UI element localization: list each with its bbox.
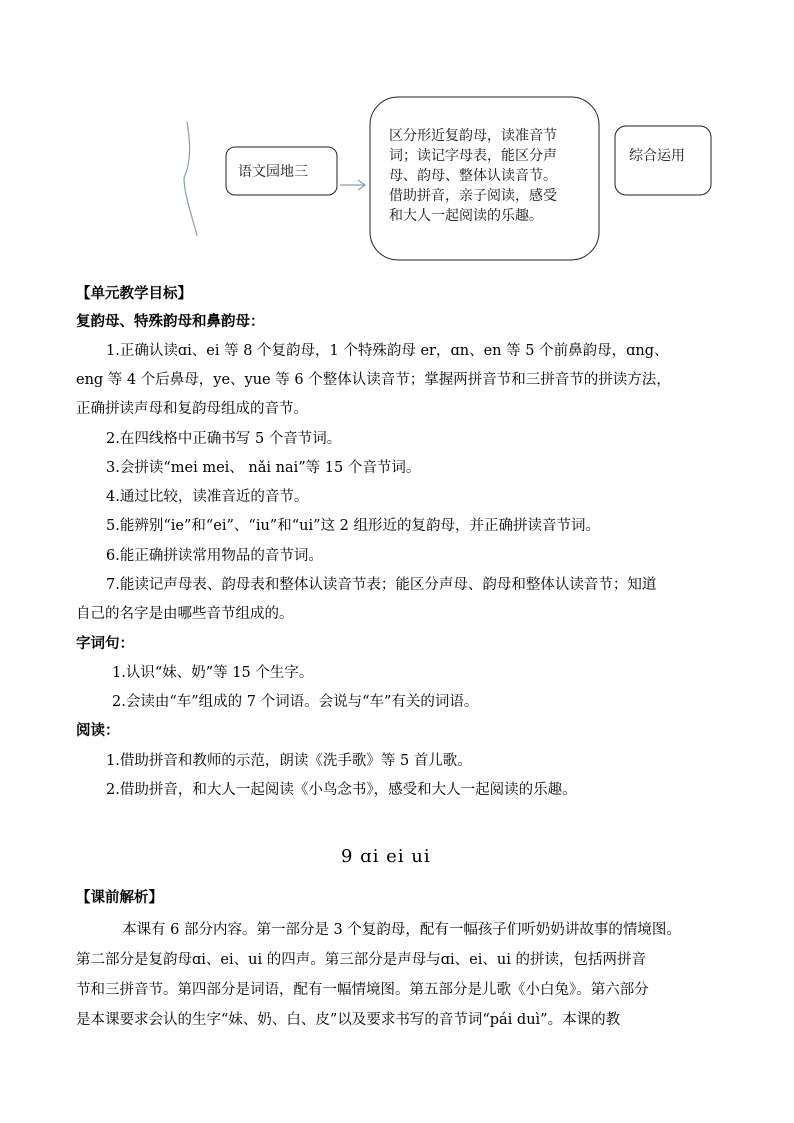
goal-line: 2.在四线格中正确书写 5 个音节词。 [106,431,342,447]
goals-subheading-yuedu: 阅读： [76,722,120,739]
lesson-paragraph-line: 第二部分是复韵母ɑi、ei、ui 的四声。第三部分是声母与ɑi、ei、ui 的拼读，包括两拼音 [76,952,646,968]
goal-line: 3.会拼读“mei mei、 nǎi nai”等 15 个音节词。 [106,460,421,476]
box-zonghe: 综合运用 [629,148,685,164]
box-yuwenyuandi: 语文园地三 [238,164,308,180]
goal-line: 6.能正确拼读常用物品的音节词。 [106,548,323,564]
goal-line: 5.能辨别“ie”和“ei”、“iu”和“ui”这 2 组形近的复韵母，并正确拼读音节词。 [106,518,600,534]
goal-line: 2.会读由“车”组成的 7 个词语。会说与“车”有关的词语。 [112,694,479,710]
goals-subheading-zici: 字词句： [76,635,134,652]
box-line: 区分形近复韵母，读准音节 [389,128,557,144]
box-line: 词；读记字母表，能区分声 [389,148,557,164]
goal-line: 4.通过比较，读准音近的音节。 [106,489,309,505]
goals-heading: 【单元教学目标】 [76,285,192,302]
box-line: 借助拼音，亲子阅读，感受 [389,188,557,204]
lesson-paragraph-line: 节和三拼音节。第四部分是词语，配有一幅情境图。第五部分是儿歌《小白兔》。第六部分 [76,982,649,998]
goal-line: 正确拼读声母和复韵母组成的音节。 [76,401,308,417]
goal-line: 2.借助拼音，和大人一起阅读《小鸟念书》，感受和大人一起阅读的乐趣。 [106,782,577,798]
lesson-paragraph-line: 本课有 6 部分内容。第一部分是 3 个复韵母，配有一幅孩子们听奶奶讲故事的情境图。 [122,922,681,938]
box-goals-summary [389,126,589,226]
goal-line: 7.能读记声母表、韵母表和整体认读音节表；能区分声母、韵母和整体认读音节；知道 [106,577,657,593]
box-line: 和大人一起阅读的乐趣。 [389,208,543,224]
goals-subheading-yunmu: 复韵母、特殊韵母和鼻韵母： [76,313,265,330]
lesson-paragraph-line: 是本课要求会认的生字“妹、奶、白、皮”以及要求书写的音节词“pái duì”。本课的教 [76,1012,621,1028]
goal-line: 1.借助拼音和教师的示范，朗读《洗手歌》等 5 首儿歌。 [106,753,472,769]
lesson-heading: 【课前解析】 [76,889,163,906]
goal-line: 自己的名字是由哪些音节组成的。 [76,606,294,622]
goal-line: eng 等 4 个后鼻母，ye、yue 等 6 个整体认读音节；掌握两拼音节和三拼音节的拼读方法， [76,372,671,388]
lesson-title: 9 ɑi ei ui [341,846,431,867]
goal-line: 1.认识“妹、奶”等 15 个生字。 [112,665,314,681]
goal-line: 1.正确认读ɑi、ei 等 8 个复韵母，1 个特殊韵母 er，ɑn、en 等 5 个前鼻韵母，ɑng、 [106,343,669,359]
box-line: 母、韵母、整体认读音节。 [389,168,557,184]
